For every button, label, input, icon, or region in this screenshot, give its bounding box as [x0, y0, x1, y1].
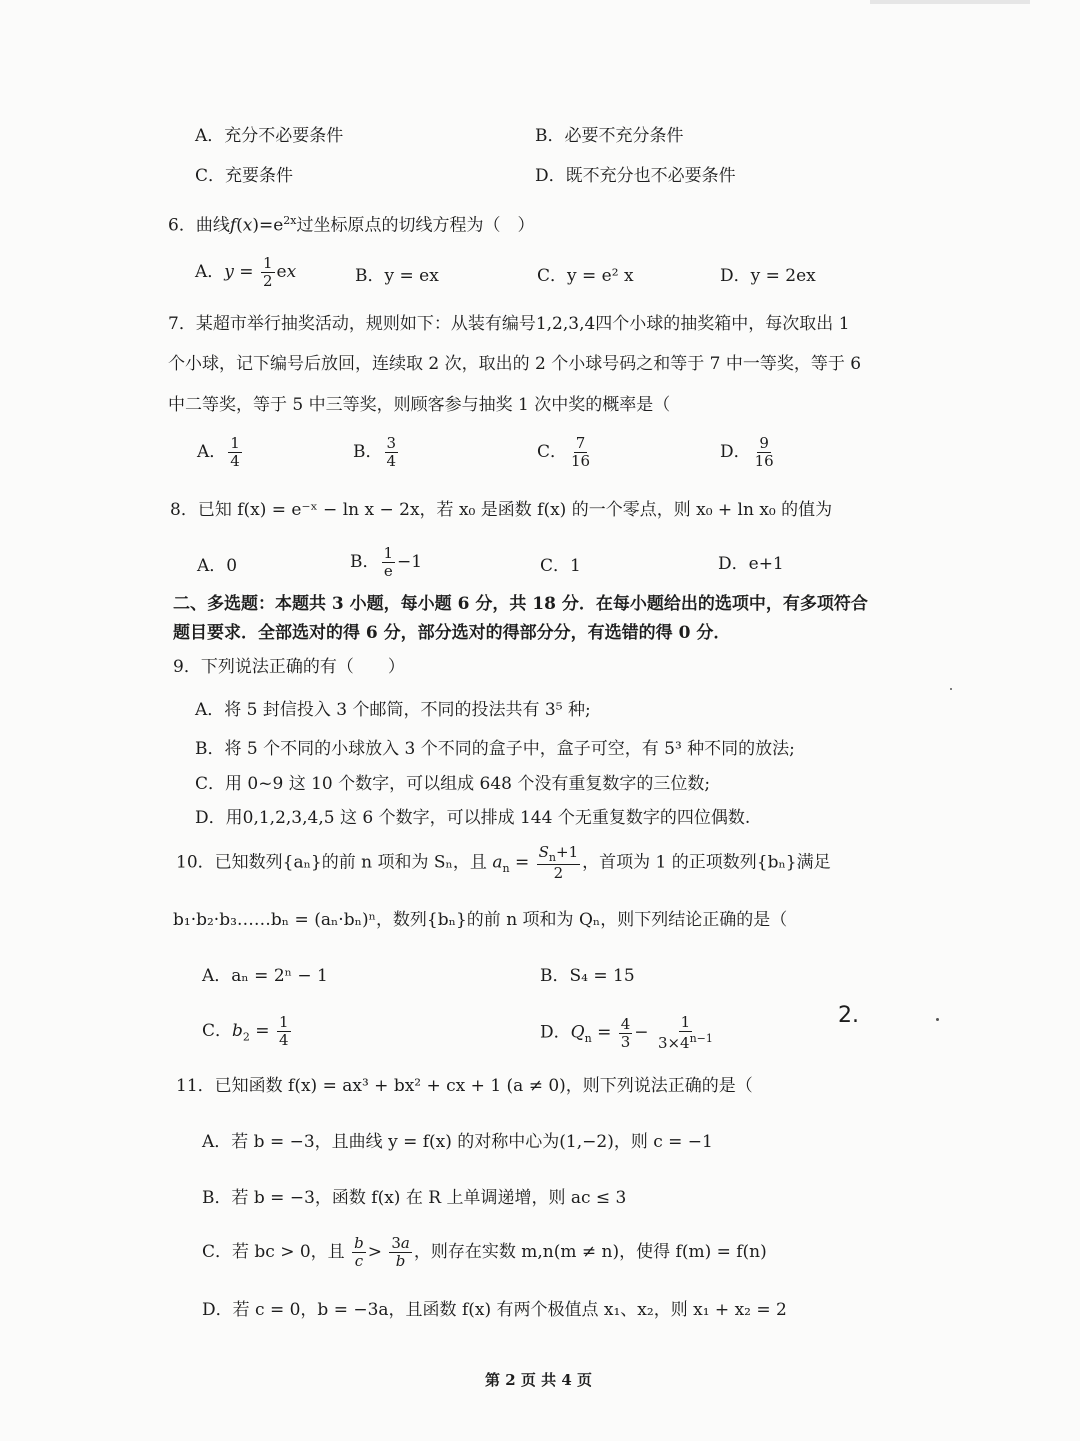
q7-line-2: 个小球，记下编号后放回，连续取 2 次，取出的 2 个小球号码之和等于 7 中一等奖，等于 6 [168, 354, 862, 374]
scan-speck [950, 688, 952, 690]
q10-option-a: A．aₙ = 2ⁿ − 1 [202, 966, 328, 986]
q8-option-d: D．e+1 [718, 554, 784, 574]
q6-stem: 6．曲线$f(x)=e^{2x}$过坐标原点的切线方程为（ ） [168, 214, 535, 236]
q6-option-d: D．y = 2ex [720, 266, 816, 286]
q7-option-c: C． $\frac{7}{16}$ [537, 434, 591, 470]
q6-option-c: C．y = e² x [537, 266, 634, 286]
fraction-sn-plus-1-over-2: $\frac{S_n+1}{2}$ [538, 843, 579, 882]
q9-option-c: C．用 0~9 这 10 个数字，可以组成 648 个没有重复数字的三位数; [195, 774, 711, 794]
q9-option-a: A．将 5 封信投入 3 个邮筒，不同的投法共有 3⁵ 种; [195, 700, 591, 720]
q7-option-d: D． $\frac{9}{16}$ [720, 434, 774, 470]
q5-option-c: C．充要条件 [195, 166, 294, 186]
q5-option-b: B．必要不充分条件 [535, 126, 684, 146]
q6-formula: f [229, 215, 237, 236]
scan-speck [936, 1018, 939, 1021]
q5-option-a: A．充分不必要条件 [195, 126, 344, 146]
q9-option-d: D．用0,1,2,3,4,5 这 6 个数字，可以排成 144 个无重复数字的四位偶数. [195, 808, 751, 828]
fraction-four-thirds: $\frac{4}{3}$ [620, 1014, 631, 1051]
q6-option-b: B．y = ex [355, 266, 439, 286]
q8-stem: 8．已知 f(x) = e⁻ˣ − ln x − 2x，若 x₀ 是函数 f(x) 的一个零点，则 x₀ + ln x₀ 的值为 [170, 500, 833, 520]
handwritten-margin-note: 2. [838, 1003, 859, 1028]
fraction-one-over-3x4n-1: $\frac{1}{3\times 4^{n-1}}$ [657, 1013, 713, 1052]
q7-line-3: 中二等奖，等于 5 中三等奖，则顾客参与抽奖 1 次中奖的概率是（ [168, 395, 671, 415]
q5-option-d: D．既不充分也不必要条件 [535, 166, 736, 186]
q8-option-a: A．0 [197, 556, 238, 576]
q7-option-a: A． $\frac{1}{4}$ [197, 434, 240, 470]
q10-stem: 10．已知数列{aₙ}的前 n 项和为 Sₙ，且 $a_n$ = $\frac{S_n+1}{2}$ ，首项为 1 的正项数列{bₙ}满足 [176, 843, 831, 882]
q8-option-b: B． $\frac{1}{e}$ −1 [350, 544, 423, 580]
fraction-one-half: $\frac{1}{2}$ [262, 254, 273, 290]
section2-heading-line-2: 题目要求．全部选对的得 6 分，部分选对的得部分分，有选错的得 0 分． [173, 623, 731, 643]
scan-edge-mark [870, 0, 1030, 4]
q6-option-a: A．y = $\frac{1}{2}$ ex [195, 254, 297, 290]
q10-option-c: C．$b_2$ = $\frac{1}{4}$ [202, 1013, 289, 1049]
q11-option-d: D．若 c = 0，b = −3a，且函数 f(x) 有两个极值点 x₁、x₂，则 x₁ + x₂ = 2 [202, 1300, 787, 1320]
q7-line-1: 7．某超市举行抽奖活动，规则如下：从装有编号1,2,3,4四个小球的抽奖箱中，每次取出 1 [168, 314, 850, 334]
fraction-one-quarter: $\frac{1}{4}$ [278, 1013, 289, 1049]
q9-stem: 9．下列说法正确的有（ ） [173, 657, 405, 677]
fraction-b-over-c: $\frac{b}{c}$ [354, 1234, 364, 1270]
q8-option-c: C．1 [540, 556, 581, 576]
q11-stem: 11．已知函数 f(x) = ax³ + bx² + cx + 1 (a ≠ 0)，则下列说法正确的是（ [176, 1076, 753, 1096]
q9-option-b: B．将 5 个不同的小球放入 3 个不同的盒子中，盒子可空，有 5³ 种不同的放法; [195, 739, 795, 759]
page-footer: 第 2 页 共 4 页 [485, 1371, 592, 1389]
q10-option-b: B．S₄ = 15 [540, 966, 635, 986]
fraction-one-over-e: $\frac{1}{e}$ [383, 544, 394, 580]
q7-option-b: B． $\frac{3}{4}$ [353, 434, 397, 470]
q10-line-2: b₁·b₂·b₃……bₙ = (aₙ·bₙ)ⁿ，数列{bₙ}的前 n 项和为 Qₙ，则下列结论正确的是（ [173, 910, 788, 930]
q10-option-d: D．$Q_n$ = $\frac{4}{3}$ − $\frac{1}{3\times 4^{n-1}}$ [540, 1013, 713, 1052]
q11-option-b: B．若 b = −3，函数 f(x) 在 R 上单调递增，则 ac ≤ 3 [202, 1188, 627, 1208]
q11-option-c: C．若 bc > 0，且 $\frac{b}{c}$ > $\frac{3a}{b}$ ，则存在实数 m,n(m ≠ n)，使得 f(m) = f(n) [202, 1234, 767, 1270]
fraction-3a-over-b: $\frac{3a}{b}$ [391, 1234, 410, 1270]
q11-option-a: A．若 b = −3，且曲线 y = f(x) 的对称中心为(1,−2)，则 c = −1 [202, 1132, 713, 1152]
section2-heading-line-1: 二、多选题：本题共 3 小题，每小题 6 分，共 18 分．在每小题给出的选项中，有多项符合 [173, 594, 868, 614]
